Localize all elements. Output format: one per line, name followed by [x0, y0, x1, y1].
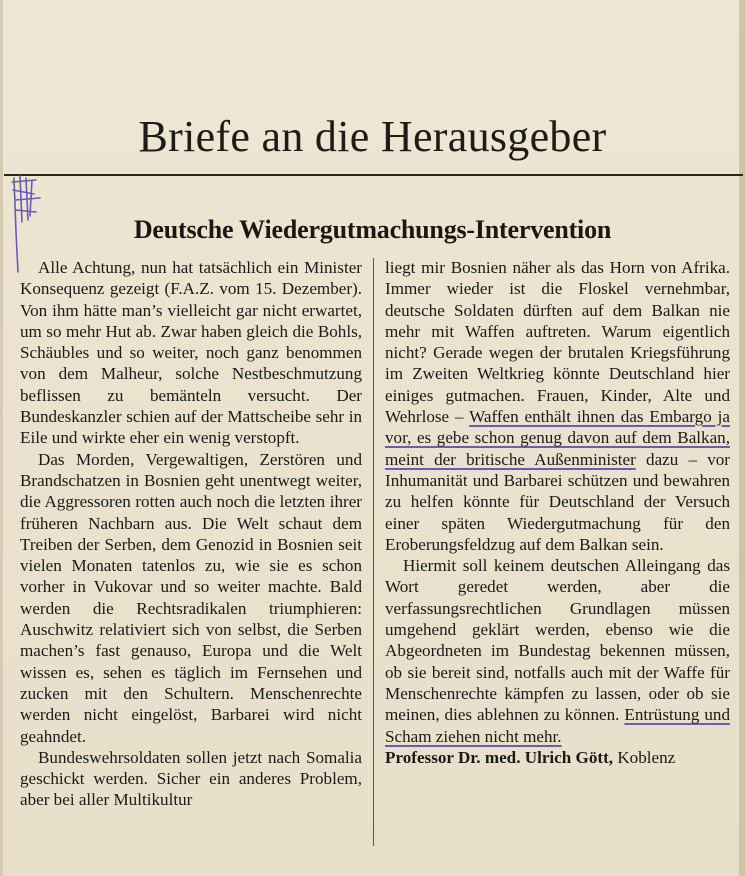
author-place: Koblenz — [613, 747, 676, 767]
author-name: Professor Dr. med. Ulrich Gött, — [385, 747, 614, 767]
letter-column-left — [20, 257, 362, 811]
paragraph: Alle Achtung, nun hat tatsächlich ein Minister Konsequenz gezeigt (F.A.Z. vom 15. Dezember). Von ihm hätte man’s vielleicht gar nicht erwartet, um so mehr Hut ab. Zwar haben gleich die Bohls, Schäubles und so weiter, noch ganz benommen von dem Malheur, solche Nestbeschmutzung beflissen zu bemänteln versucht. Der Bundeskanzler schien auf der Mattscheibe sehr in Eile und wirkte eher ein wenig verstopft. — [20, 258, 362, 448]
pen-underlined-passage: Waffen enthält ihnen das Embargo ja vor, es gebe schon genug davon auf dem Balkan, meint der britische Außenminister — [385, 407, 730, 469]
letter-column-right — [385, 257, 730, 768]
paragraph-text: dazu – vor Inhumanität und Barbarei schützen und bewahren zu helfen könnte für Deutschland der Versuch einer späten Wiedergutmachung für den Eroberungsfeldzug auf dem Balkan sein. — [385, 449, 730, 554]
paragraph — [385, 555, 730, 747]
paragraph-text: liegt mir Bosnien näher als das Horn von Afrika. Immer wieder ist die Floskel vernehmbar, deutsche Soldaten dürften auf dem Balkan nie mehr mit Waffen auftreten. Warum eigentlich nicht? Gerade wegen der brutalen Kriegsführung im Zweiten Weltkrieg könnte Deutschland hier einiges gutmachen. Frauen, Kinder, Alte und Wehrlose – — [385, 258, 730, 427]
section-title: Briefe an die Herausgeber — [138, 112, 607, 161]
pen-underlined-passage: Entrüstung und Scham ziehen nicht mehr. — [385, 705, 730, 746]
paragraph: Das Morden, Vergewaltigen, Zerstören und Brandschatzen in Bosnien geht unentwegt weiter, die Aggressoren rotten auch noch die letzten ihrer früheren Nachbarn aus. Die Welt schaut dem Treiben der Serben, dem Genozid in Bosnien seit vielen Monaten tatenlos zu, wie sie es schon vorher in Vukovar und so weiter machte. Bald werden die Rechtsradikalen triumphieren: Auschwitz relativiert sich von selbst, die Serben machen’s fast genauso, Europa und die Welt wissen es, sehen es täglich im Fernsehen und zucken mit den Schultern. Menschenrechte werden nicht eingelöst, Barbarei wird nicht geahndet. — [20, 449, 362, 746]
section-rule — [4, 174, 743, 176]
paragraph: Bundeswehrsoldaten sollen jetzt nach Somalia geschickt werden. Sicher ein anderes Problem, aber bei aller Multikultur — [20, 747, 362, 810]
letter-signature — [385, 747, 730, 768]
paragraph-continued — [385, 257, 730, 555]
paragraph-text: Hiermit soll keinem deutschen Alleingang das Wort geredet werden, aber die verfassungsrechtlichen Grundlagen müssen umgehend geklärt werden, ebenso wie die Abgeordneten im Bundestag bekennen müssen, ob sie bereit sind, notfalls auch mit der Waffe für Menschenrechte kämpfen zu lassen, oder ob sie meinen, dies ablehnen zu können. — [385, 556, 730, 725]
article-headline: Deutsche Wiedergutmachungs-Intervention — [133, 215, 612, 244]
column-divider — [373, 258, 374, 846]
